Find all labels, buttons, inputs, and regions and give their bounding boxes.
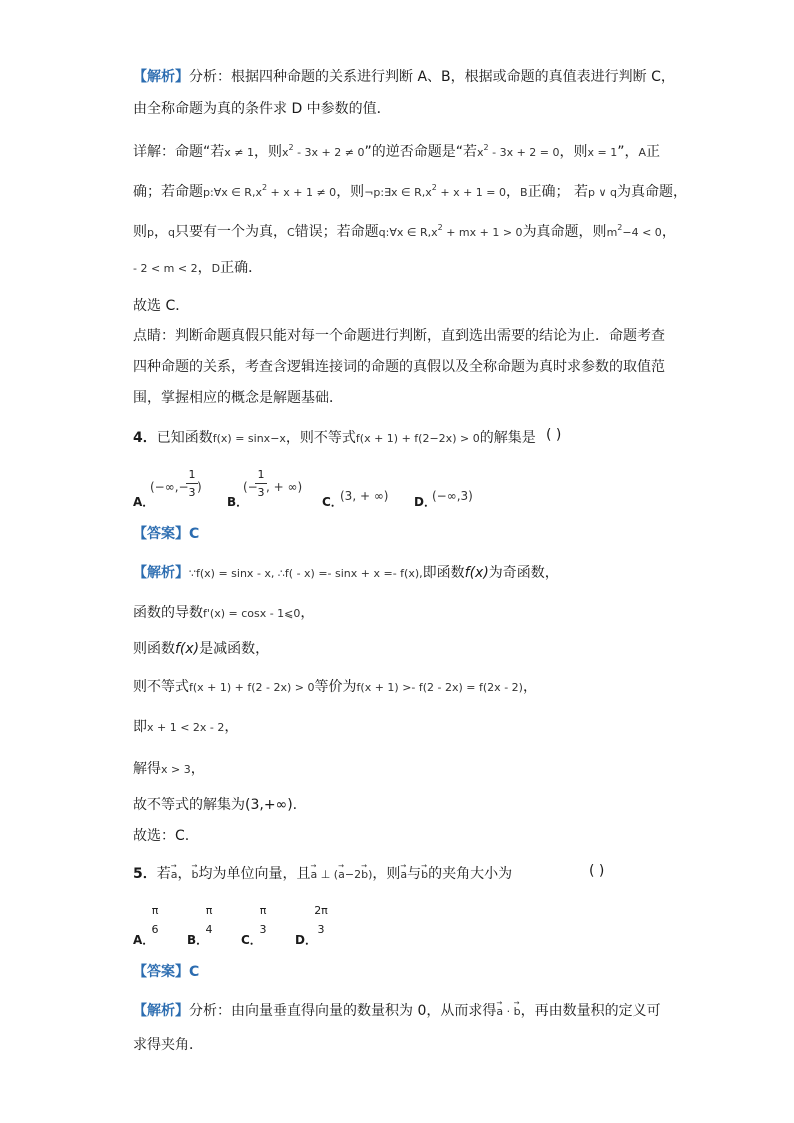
answer-4-line-5 <box>133 716 238 739</box>
text-fragment: 的解集是 <box>479 430 536 446</box>
text-fragment: f(x) = sinx−x <box>212 432 286 445</box>
text-fragment: ， <box>300 605 315 621</box>
text-fragment: −2 <box>344 868 362 881</box>
text-fragment: → a <box>171 864 178 886</box>
text-fragment: 四种命题的关系，考查含逻辑连接词的命题的真假以及全称命题为真时求参数的取值范 <box>133 359 665 375</box>
q4-option-a-label: A． <box>133 495 155 509</box>
q4-option-b-label: B． <box>227 495 249 509</box>
q4-option-b-left: (− <box>243 480 258 494</box>
text-fragment: - 3x + 2 = 0 <box>488 146 560 159</box>
text-fragment: 正 <box>646 144 661 160</box>
question-4 <box>133 427 536 450</box>
text-fragment: 2 <box>483 143 489 152</box>
text-fragment: · <box>503 1005 514 1018</box>
text-fragment: 2 <box>261 183 268 192</box>
text-fragment: 的夹角大小为 <box>428 866 513 882</box>
q5-option-c-fraction <box>256 904 270 936</box>
answer-4-line-8 <box>133 825 189 847</box>
text-fragment: → b <box>192 864 199 886</box>
answer-4-line-4 <box>133 676 537 699</box>
text-fragment: 由全称命题为真的条件求 D 中参数的值． <box>133 101 391 117</box>
text-fragment: x ≠ 1 <box>224 146 254 159</box>
text-fragment: 等价为 <box>314 679 357 695</box>
answer-4-line-3 <box>133 638 269 660</box>
q4-option-a-left: (−∞,− <box>150 480 189 494</box>
text-fragment: 3 <box>188 486 196 499</box>
detail-line-4 <box>133 257 262 280</box>
text-fragment: D <box>211 262 221 275</box>
q5-option-b-fraction <box>202 904 216 936</box>
text-fragment: → b <box>421 864 428 886</box>
text-fragment: B <box>520 186 528 199</box>
text-fragment: 故选 C． <box>133 298 190 314</box>
answer-5-line-2 <box>133 1034 203 1056</box>
text-fragment: 围，掌握相应的概念是解题基础． <box>133 390 343 406</box>
text-fragment: ， <box>190 761 205 777</box>
text-fragment: x > 3 <box>161 763 191 776</box>
text-fragment: m <box>606 226 618 239</box>
text-fragment: 【解析】 <box>133 1003 189 1019</box>
text-fragment: 函数的导数 <box>133 605 203 621</box>
text-fragment: C <box>189 964 200 980</box>
text-fragment: → a <box>400 864 407 886</box>
text-fragment: 为真命题， <box>617 184 688 200</box>
text-fragment: π <box>259 904 267 917</box>
answer-4 <box>133 523 199 545</box>
text-fragment: ”的逆否命题是“若 <box>364 144 477 160</box>
text-fragment: 故不等式的解集为(3,+∞). <box>133 797 298 813</box>
text-fragment: → b <box>361 864 368 886</box>
answer-4-line-6 <box>133 758 205 781</box>
text-fragment: 2 <box>437 223 443 232</box>
text-fragment: x <box>281 146 289 159</box>
text-fragment: 2 <box>431 183 437 192</box>
text-fragment: f(x + 1) >- f(2 - 2x) = f(2x - 2) <box>356 681 523 694</box>
text-fragment: 与 <box>407 866 422 882</box>
text-fragment: 若 <box>156 866 171 882</box>
text-fragment: ) <box>197 480 202 494</box>
answer-4-line-7 <box>133 794 297 816</box>
text-fragment: ⊥ ( <box>317 868 339 881</box>
q4-option-d-value: (−∞,3) <box>432 489 473 503</box>
q5-option-a-fraction <box>148 904 162 936</box>
text-fragment: ，则不等式 <box>285 430 356 446</box>
text-fragment: - 2 < m < 2 <box>133 262 198 275</box>
answer-5-line-1 <box>133 1000 661 1023</box>
text-fragment: 2 <box>617 223 623 232</box>
q5-option-a-label: A． <box>133 933 155 947</box>
text-fragment: 均为单位向量，且 <box>198 866 311 882</box>
text-fragment: ，则 <box>336 184 365 200</box>
q4-option-c-label: C． <box>322 495 343 509</box>
answer-4-line-2 <box>133 602 314 625</box>
text-fragment: + mx + 1 > 0 <box>442 226 523 239</box>
note-line-3 <box>133 387 343 409</box>
q5-option-d-fraction <box>311 904 331 936</box>
q5-option-b-label: B． <box>187 933 209 947</box>
text-fragment: 4 <box>205 923 213 936</box>
analysis-line-1 <box>133 66 675 88</box>
text-fragment: 是减函数， <box>199 641 270 657</box>
text-fragment: 3 <box>257 486 265 499</box>
text-fragment: x + 1 < 2x - 2 <box>147 721 225 734</box>
text-fragment: 为奇函数， <box>488 565 559 581</box>
text-fragment: q:∀x ∈ R,x <box>378 226 438 239</box>
text-fragment: 为真命题，则 <box>522 224 607 240</box>
note-line-1 <box>133 325 665 347</box>
text-fragment: 【解析】 <box>133 565 189 581</box>
detail-line-3 <box>133 217 676 244</box>
text-fragment: 确；若命题 <box>133 184 203 200</box>
text-fragment: 解得 <box>133 761 161 777</box>
text-fragment: p ∨ q <box>588 186 618 199</box>
text-fragment: ∵f(x) = sinx - x, ∴f( - x) =- sinx + x =- f(x), <box>189 567 423 580</box>
text-fragment: f(x + 1) + f(2 - 2x) > 0 <box>189 681 315 694</box>
text-fragment: 3 <box>259 923 267 936</box>
text-fragment: 【答案】 <box>133 964 189 980</box>
text-fragment: 点睛：判断命题真假只能对每一个命题进行判断，直到选出需要的结论为止．命题考查 <box>133 328 665 344</box>
text-fragment: ， <box>661 224 676 240</box>
text-fragment: 正确； 若 <box>527 184 589 200</box>
question-5-paren: ( ) <box>589 863 605 879</box>
text-fragment: 只要有一个为真， <box>174 224 287 240</box>
text-fragment: 正确． <box>220 260 263 276</box>
text-fragment: π <box>205 904 213 917</box>
text-fragment: , + ∞) <box>266 480 303 494</box>
analysis-tag: 【解析】 <box>133 69 189 85</box>
text-fragment: → a <box>310 864 317 886</box>
text-fragment: 5． <box>133 866 157 882</box>
q4-option-c-value: (3, + ∞) <box>340 489 389 503</box>
text-fragment: 则 <box>133 224 147 240</box>
question-4-paren: ( ) <box>546 427 562 443</box>
text-fragment: f(x + 1) + f(2−2x) > 0 <box>355 432 480 445</box>
text-fragment: ，则 <box>253 144 282 160</box>
text-fragment: ， <box>506 184 521 200</box>
text-fragment: → b <box>514 1001 521 1023</box>
text-fragment: ，再由数量积的定义可 <box>520 1003 661 1019</box>
text-fragment: - 3x + 2 ≠ 0 <box>293 146 365 159</box>
text-fragment: q <box>167 226 175 239</box>
text-fragment: 1 <box>257 468 265 481</box>
detail-line-1 <box>133 137 660 164</box>
text-fragment: 【答案】 <box>133 526 189 542</box>
text-fragment: x = 1 <box>587 146 618 159</box>
text-fragment: 4． <box>133 430 157 446</box>
text-fragment: 已知函数 <box>156 430 213 446</box>
choose-line <box>133 295 189 317</box>
text-fragment: 2 <box>288 143 294 152</box>
text-fragment: ”， <box>617 144 639 160</box>
note-line-2 <box>133 356 665 378</box>
text-fragment: p:∀x ∈ R,x <box>203 186 262 199</box>
text-fragment: ，则 <box>372 866 401 882</box>
text-fragment: A <box>638 146 647 159</box>
text-fragment: ，则 <box>559 144 588 160</box>
text-fragment: p <box>147 226 154 239</box>
answer-5 <box>133 961 199 983</box>
text-fragment: 故选：C. <box>133 828 190 844</box>
text-fragment: ¬p:∃x ∈ R,x <box>364 186 432 199</box>
text-fragment: + x + 1 = 0 <box>436 186 507 199</box>
text-fragment: 3 <box>317 923 325 936</box>
text-fragment: → a <box>496 1001 503 1023</box>
text-fragment: ) <box>368 868 373 881</box>
text-fragment: f(x) <box>175 641 200 657</box>
text-fragment: ， <box>197 260 212 276</box>
text-fragment: 求得夹角． <box>133 1037 203 1053</box>
text-fragment: 分析：由向量垂直得向量的数量积为 0，从而求得 <box>189 1003 497 1019</box>
text-fragment: 错误；若命题 <box>294 224 379 240</box>
text-fragment: ， <box>177 866 192 882</box>
q5-option-c-label: C． <box>241 933 262 947</box>
text-fragment: ， <box>224 719 239 735</box>
question-5 <box>133 863 512 886</box>
text-fragment: + x + 1 ≠ 0 <box>267 186 337 199</box>
text-fragment: 详解：命题“若 <box>133 144 225 160</box>
text-fragment: ， <box>153 224 168 240</box>
analysis-line-2 <box>133 98 391 120</box>
text-fragment: C <box>286 226 295 239</box>
q4-option-d-label: D． <box>414 495 436 509</box>
answer-4-line-1 <box>133 562 559 585</box>
text-fragment: 1 <box>188 468 196 481</box>
text-fragment: 则函数 <box>133 641 175 657</box>
q5-option-d-label: D． <box>295 933 317 947</box>
text-fragment: 2π <box>314 904 328 917</box>
text-fragment: f(x) <box>464 565 489 581</box>
text-fragment: 6 <box>151 923 159 936</box>
text-fragment: ， <box>522 679 537 695</box>
text-fragment: 即函数 <box>422 565 465 581</box>
text-fragment: 则不等式 <box>133 679 189 695</box>
text-fragment: −4 < 0 <box>622 226 662 239</box>
detail-line-2 <box>133 177 687 204</box>
text-fragment: f'(x) = cosx - 1⩽0 <box>203 607 301 620</box>
text-fragment: π <box>151 904 159 917</box>
text-fragment: 即 <box>133 719 147 735</box>
text-fragment: → a <box>338 864 345 886</box>
text-fragment: 分析：根据四种命题的关系进行判断 A、B，根据或命题的真值表进行判断 C， <box>189 69 675 85</box>
text-fragment: C <box>189 526 200 542</box>
text-fragment: x <box>477 146 484 159</box>
